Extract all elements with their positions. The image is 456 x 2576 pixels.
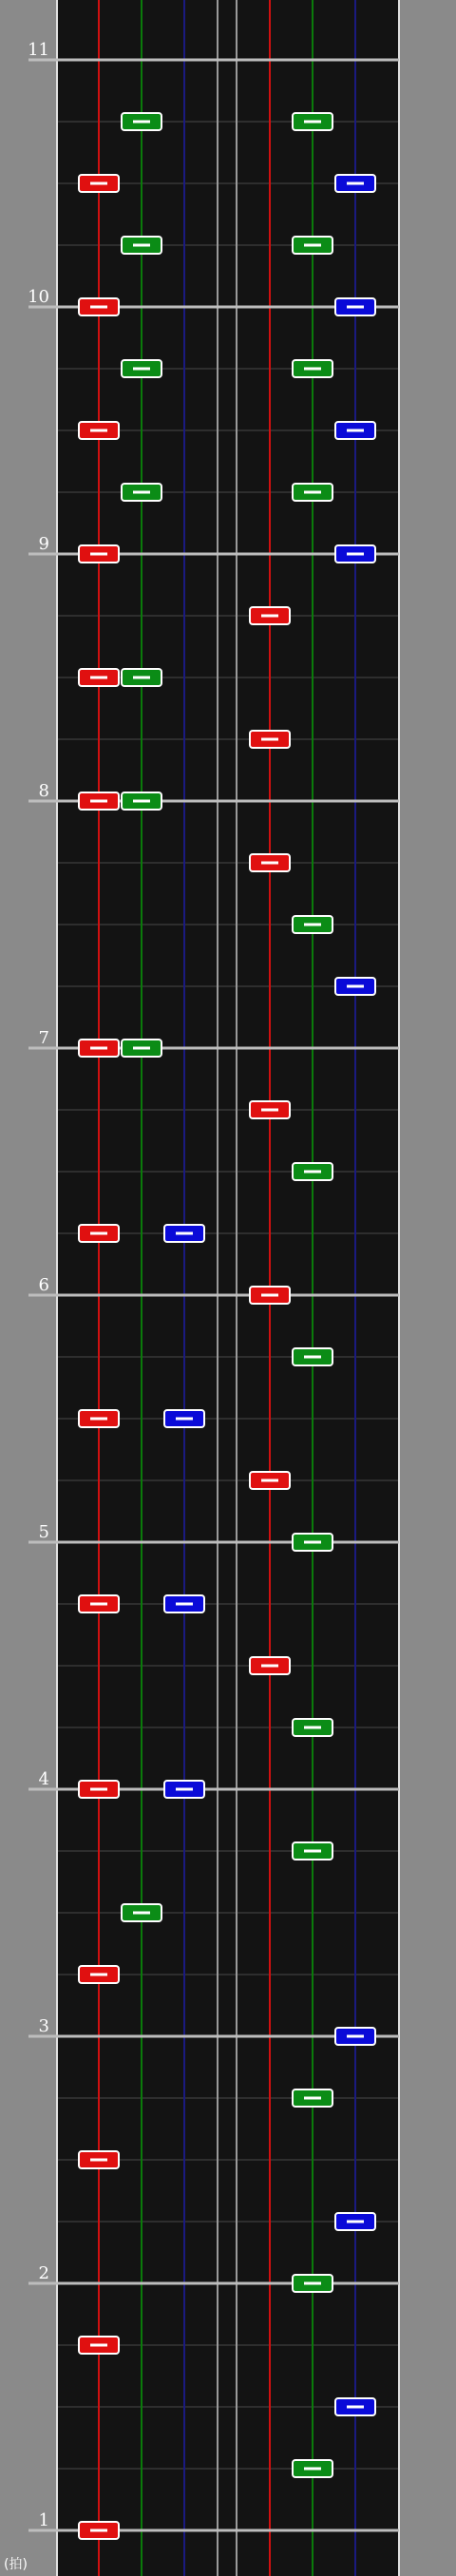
note-green xyxy=(122,484,162,501)
note-mark xyxy=(133,1047,150,1050)
note-green xyxy=(122,1040,162,1057)
note-mark xyxy=(304,2282,321,2285)
note-mark xyxy=(133,491,150,494)
note-red xyxy=(79,2522,119,2539)
note-mark xyxy=(304,1171,321,1174)
note-mark xyxy=(261,738,278,741)
note-mark xyxy=(90,182,107,185)
note-blue xyxy=(335,2213,375,2230)
beat-label: 11 xyxy=(28,40,49,60)
note-mark xyxy=(133,800,150,803)
note-red xyxy=(250,1472,290,1489)
note-green xyxy=(293,2460,332,2477)
note-mark xyxy=(176,1232,193,1235)
note-mark xyxy=(90,1974,107,1976)
note-red xyxy=(250,1287,290,1304)
note-green xyxy=(293,1163,332,1180)
note-green xyxy=(293,1719,332,1736)
note-blue xyxy=(335,2398,375,2415)
note-mark xyxy=(176,1788,193,1791)
note-mark xyxy=(133,368,150,371)
beat-label: 6 xyxy=(38,1275,49,1295)
note-red xyxy=(79,669,119,686)
note-blue xyxy=(164,1410,204,1427)
note-red xyxy=(250,1657,290,1674)
note-mark xyxy=(90,2529,107,2532)
note-mark xyxy=(90,2344,107,2347)
beat-label: 1 xyxy=(38,2510,49,2530)
note-mark xyxy=(133,1912,150,1915)
note-mark xyxy=(90,1603,107,1606)
note-red xyxy=(79,2151,119,2168)
note-mark xyxy=(304,1727,321,1729)
note-blue xyxy=(164,1595,204,1612)
note-mark xyxy=(176,1603,193,1606)
note-blue xyxy=(164,1781,204,1798)
note-mark xyxy=(347,429,364,432)
note-mark xyxy=(304,2097,321,2100)
beat-label: 10 xyxy=(28,287,49,307)
note-red xyxy=(79,1225,119,1242)
note-green xyxy=(293,2089,332,2107)
note-blue xyxy=(164,1225,204,1242)
note-mark xyxy=(90,800,107,803)
note-green xyxy=(293,113,332,130)
note-mark xyxy=(261,615,278,618)
note-mark xyxy=(90,677,107,679)
beat-label: 5 xyxy=(38,1522,49,1542)
note-mark xyxy=(261,1109,278,1112)
note-mark xyxy=(261,1479,278,1482)
beat-label: 4 xyxy=(38,1769,49,1789)
note-red xyxy=(79,1966,119,1983)
note-mark xyxy=(261,862,278,865)
note-mark xyxy=(347,2406,364,2409)
note-mark xyxy=(133,677,150,679)
note-red xyxy=(250,607,290,624)
note-red xyxy=(79,1040,119,1057)
note-mark xyxy=(347,2221,364,2223)
note-blue xyxy=(335,175,375,192)
note-mark xyxy=(90,1232,107,1235)
note-mark xyxy=(90,1047,107,1050)
note-blue xyxy=(335,298,375,315)
note-green xyxy=(293,1534,332,1551)
note-mark xyxy=(90,553,107,556)
chart-board xyxy=(57,0,399,2576)
note-mark xyxy=(90,1788,107,1791)
note-mark xyxy=(304,368,321,371)
note-mark xyxy=(133,121,150,124)
axis-unit-label: (拍) xyxy=(4,2557,28,2572)
note-mark xyxy=(304,924,321,926)
note-mark xyxy=(90,429,107,432)
note-mark xyxy=(90,1418,107,1421)
note-green xyxy=(293,237,332,254)
note-red xyxy=(79,422,119,439)
note-green xyxy=(293,484,332,501)
note-red xyxy=(79,792,119,810)
note-blue xyxy=(335,545,375,563)
note-green xyxy=(122,669,162,686)
note-mark xyxy=(347,553,364,556)
beat-label: 9 xyxy=(38,534,49,554)
note-green xyxy=(293,916,332,933)
note-red xyxy=(79,1781,119,1798)
note-mark xyxy=(133,244,150,247)
note-green xyxy=(122,792,162,810)
note-green xyxy=(122,237,162,254)
note-blue xyxy=(335,2028,375,2045)
note-mark xyxy=(261,1294,278,1297)
beat-label: 8 xyxy=(38,781,49,801)
note-mark xyxy=(90,2159,107,2162)
note-red xyxy=(79,545,119,563)
note-red xyxy=(250,1101,290,1118)
note-red xyxy=(79,1410,119,1427)
note-red xyxy=(250,854,290,871)
note-red xyxy=(79,298,119,315)
note-mark xyxy=(304,244,321,247)
note-mark xyxy=(304,491,321,494)
note-mark xyxy=(304,1541,321,1544)
note-green xyxy=(122,360,162,377)
note-blue xyxy=(335,978,375,995)
note-mark xyxy=(347,182,364,185)
note-mark xyxy=(261,1665,278,1668)
note-mark xyxy=(176,1418,193,1421)
note-mark xyxy=(90,306,107,309)
note-green xyxy=(293,360,332,377)
note-mark xyxy=(347,2035,364,2038)
note-mark xyxy=(304,1850,321,1853)
note-red xyxy=(79,175,119,192)
note-green xyxy=(293,1842,332,1860)
note-red xyxy=(250,731,290,748)
beat-label: 7 xyxy=(38,1028,49,1048)
note-mark xyxy=(304,2468,321,2471)
note-mark xyxy=(304,1356,321,1359)
beat-label: 3 xyxy=(38,2016,49,2036)
note-mark xyxy=(347,985,364,988)
note-blue xyxy=(335,422,375,439)
note-green xyxy=(122,113,162,130)
beat-label: 2 xyxy=(38,2263,49,2283)
note-green xyxy=(293,2275,332,2292)
note-green xyxy=(293,1348,332,1365)
note-red xyxy=(79,2337,119,2354)
note-mark xyxy=(347,306,364,309)
note-red xyxy=(79,1595,119,1612)
note-mark xyxy=(304,121,321,124)
note-green xyxy=(122,1904,162,1921)
